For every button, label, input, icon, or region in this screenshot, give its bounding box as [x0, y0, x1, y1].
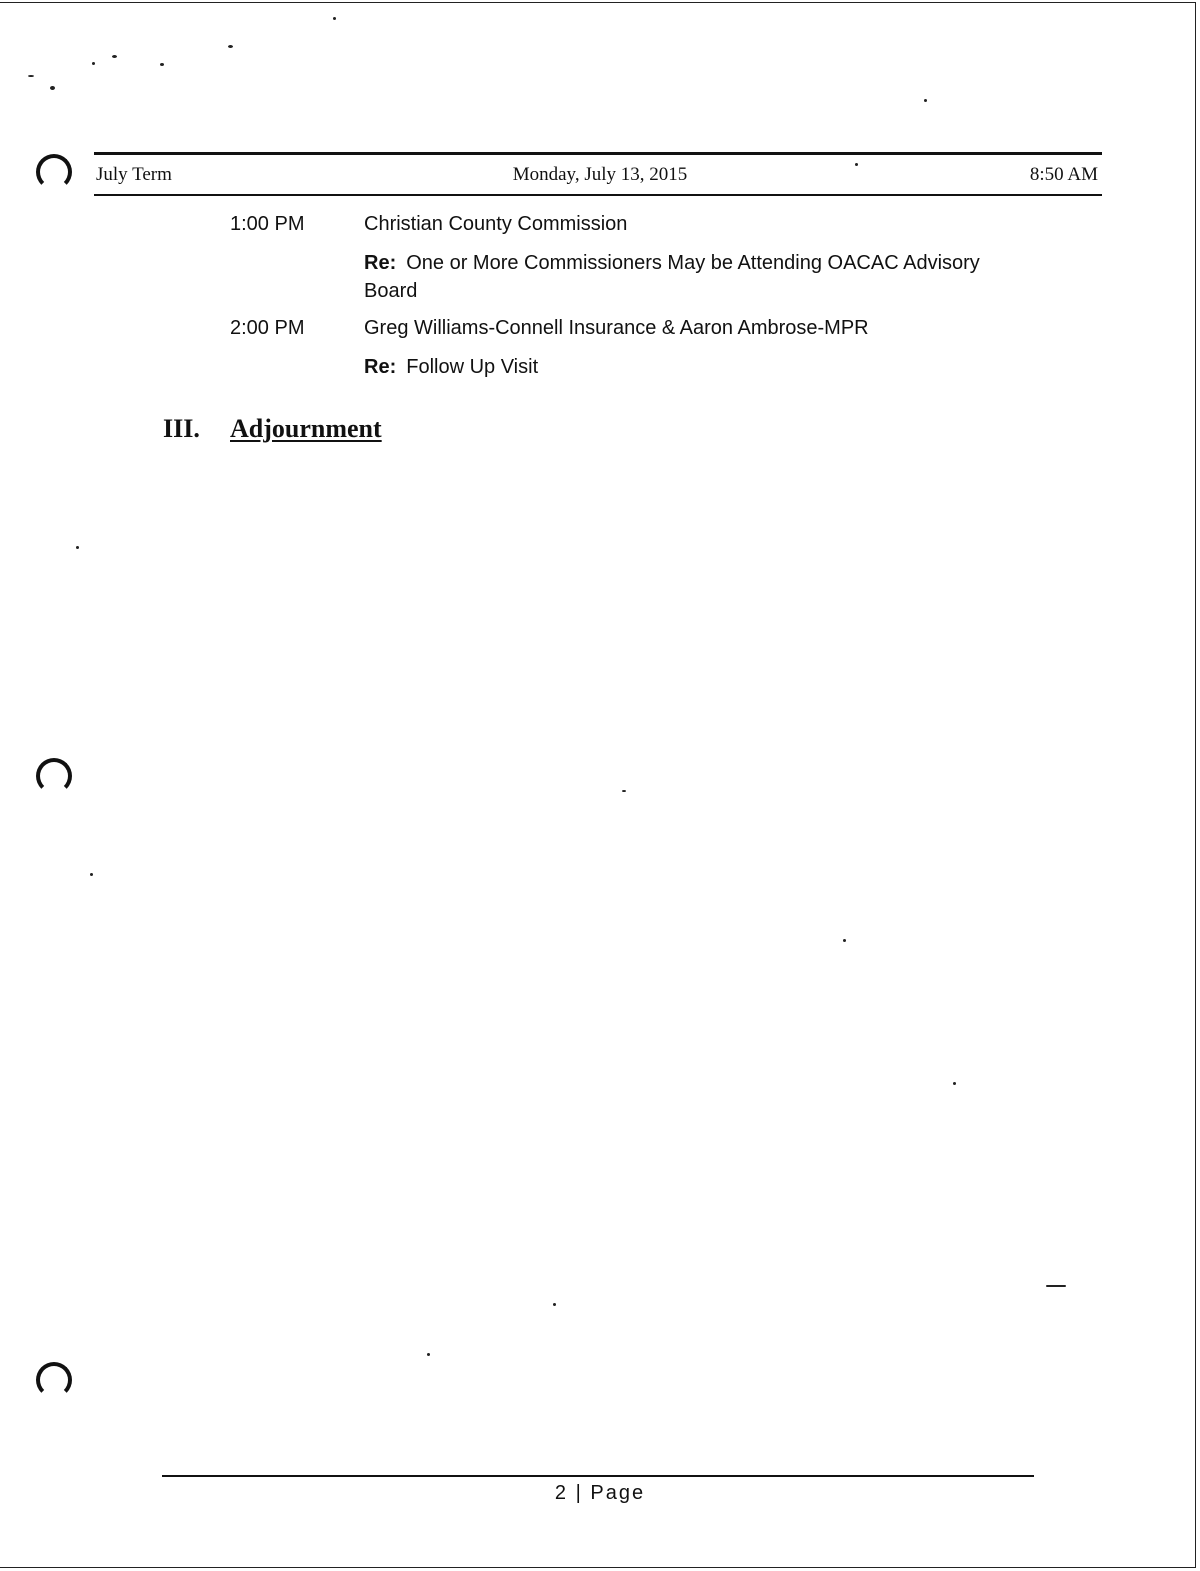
header-rule-bottom	[94, 194, 1102, 196]
scan-speck	[843, 939, 846, 942]
header-time: 8:50 AM	[1029, 164, 1098, 185]
scan-speck	[90, 873, 93, 876]
re-text: One or More Commissioners May be Attending OACAC Advisory Board	[364, 252, 980, 302]
header-date: Monday, July 13, 2015	[512, 164, 688, 185]
re-label: Re:	[364, 252, 397, 274]
agenda-time: 1:00 PM	[230, 213, 305, 235]
scan-speck	[333, 17, 336, 20]
agenda-re	[364, 249, 1004, 305]
scan-speck	[553, 1303, 556, 1306]
scan-speck	[76, 546, 79, 549]
agenda-title: Greg Williams-Connell Insurance & Aaron Ambrose-MPR	[364, 317, 869, 339]
agenda-re	[364, 353, 1004, 381]
scan-speck	[28, 75, 34, 77]
section-number: III.	[163, 414, 200, 443]
scan-speck	[1046, 1285, 1066, 1287]
scan-speck	[92, 62, 95, 65]
scan-speck	[228, 45, 233, 48]
scan-speck	[160, 63, 164, 66]
scan-speck	[924, 99, 927, 102]
punch-hole-bottom	[36, 1362, 72, 1398]
scan-speck	[427, 1353, 430, 1356]
scan-speck	[50, 86, 55, 90]
scan-speck	[622, 790, 626, 792]
scan-speck	[953, 1082, 956, 1085]
punch-hole-middle	[36, 758, 72, 794]
page-number: 2 | Page	[554, 1482, 646, 1504]
agenda-title: Christian County Commission	[364, 213, 628, 235]
header-rule-top	[94, 152, 1102, 155]
section-title: Adjournment	[230, 414, 382, 443]
re-label: Re:	[364, 356, 397, 378]
header-term: July Term	[96, 164, 172, 185]
scan-speck	[112, 55, 117, 58]
footer-rule	[162, 1475, 1034, 1477]
agenda-time: 2:00 PM	[230, 317, 305, 339]
re-text: Follow Up Visit	[406, 356, 539, 378]
